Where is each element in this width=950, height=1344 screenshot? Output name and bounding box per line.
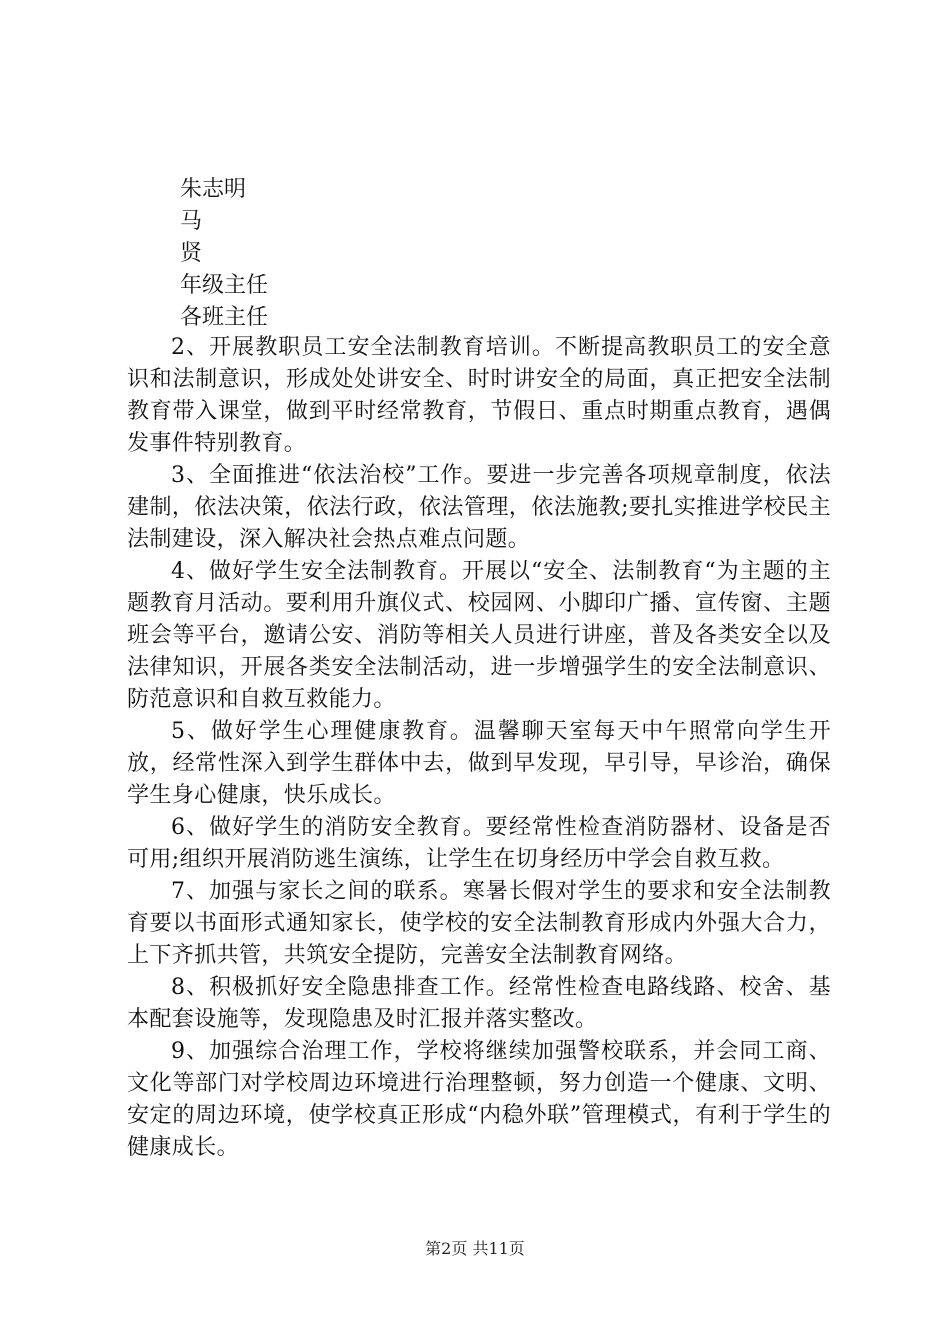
paragraph: 3、全面推进“依法治校”工作。要进一步完善各项规章制度，依法建制，依法决策，依法行政，依法管理，依法施教;要扎实推进学校民主法制建设，深入解决社会热点难点问题。 — [127, 463, 831, 552]
paragraph: 9、加强综合治理工作，学校将继续加强警校联系，并会同工商、文化等部门对学校周边环境进行治理整顿，努力创造一个健康、文明、安定的周边环境，使学校真正形成“内稳外联”管理模式，有利于学生的健康成长。 — [127, 1039, 831, 1160]
name-line: 年级主任 — [180, 273, 269, 298]
name-line: 贤 — [180, 241, 203, 266]
paragraph: 2、开展教职员工安全法制教育培训。不断提高教职员工的安全意识和法制意识，形成处处讲安全、时时讲安全的局面，真正把安全法制教育带入课堂，做到平时经常教育，节假日、重点时期重点教育，遇偶发事件特别教育。 — [127, 335, 831, 456]
paragraph: 7、加强与家长之间的联系。寒暑长假对学生的要求和安全法制教育要以书面形式通知家长，使学校的安全法制教育形成内外强大合力，上下齐抓共管，共筑安全提防，完善安全法制教育网络。 — [127, 879, 831, 968]
name-line: 各班主任 — [180, 305, 269, 330]
paragraph: 6、做好学生的消防安全教育。要经常性检查消防器材、设备是否可用;组织开展消防逃生演练，让学生在切身经历中学会自救互救。 — [127, 815, 831, 872]
name-line: 马 — [180, 209, 203, 234]
paragraph: 4、做好学生安全法制教育。开展以“安全、法制教育“为主题的主题教育月活动。要利用升旗仪式、校园网、小脚印广播、宣传窗、主题班会等平台，邀请公安、消防等相关人员进行讲座，普及各类安全以及法律知识，开展各类安全法制活动，进一步增强学生的安全法制意识、防范意识和自救互救能力。 — [127, 559, 831, 712]
page-number-footer: 第2页 共11页 — [425, 1239, 525, 1258]
name-line: 朱志明 — [180, 177, 247, 202]
paragraph: 5、做好学生心理健康教育。温馨聊天室每天中午照常向学生开放，经常性深入到学生群体中去，做到早发现，早引导，早诊治，确保学生身心健康，快乐成长。 — [127, 719, 831, 808]
body-text — [127, 332, 831, 1164]
name-list — [180, 174, 780, 334]
paragraph: 8、积极抓好安全隐患排查工作。经常性检查电路线路、校舍、基本配套设施等，发现隐患及时汇报并落实整改。 — [127, 975, 831, 1032]
